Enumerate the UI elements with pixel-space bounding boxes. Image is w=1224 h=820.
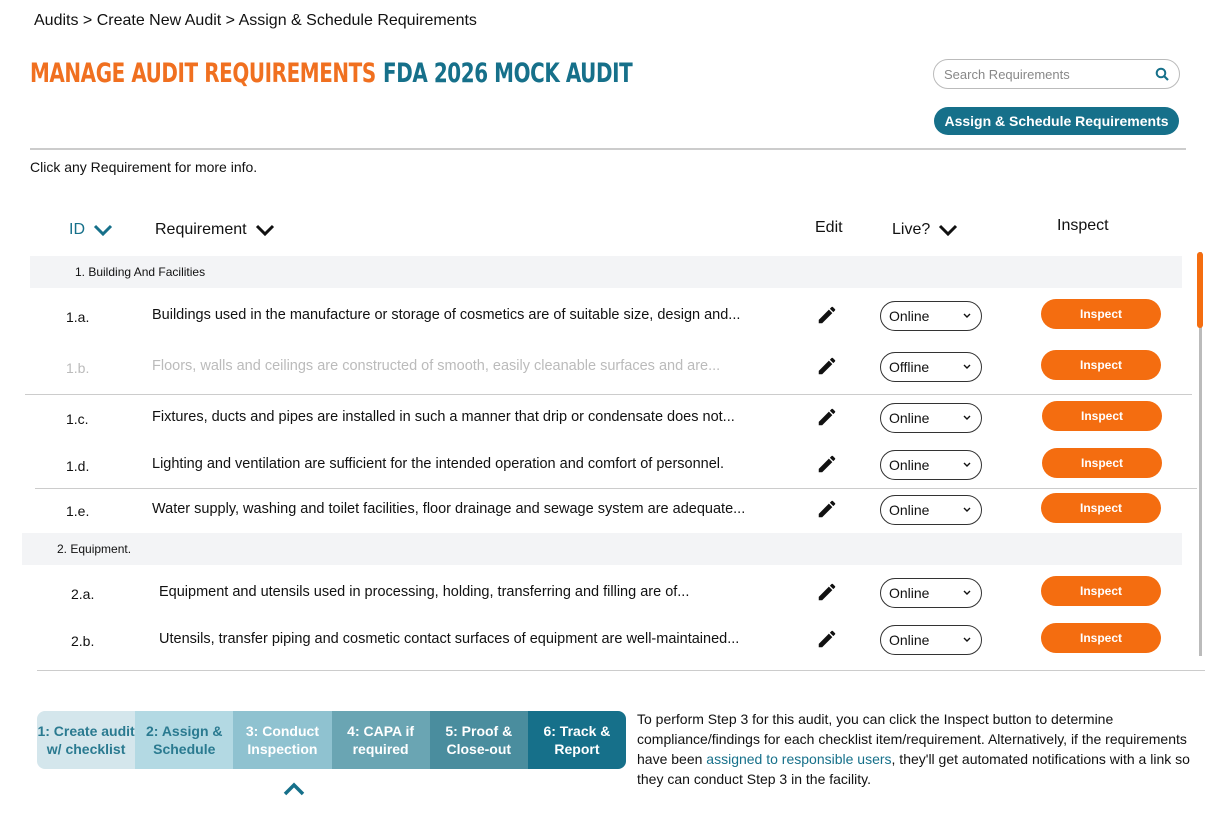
chevron-down-icon bbox=[963, 507, 971, 513]
edit-pencil-icon[interactable] bbox=[816, 304, 838, 326]
requirement-text[interactable]: Utensils, transfer piping and cosmetic contact surfaces of equipment are well-maintained... bbox=[159, 631, 740, 647]
live-status-value: Online bbox=[889, 410, 930, 426]
requirement-id: 1.a. bbox=[66, 309, 90, 325]
live-status-value: Offline bbox=[889, 359, 930, 375]
step-line: Report bbox=[554, 741, 600, 757]
workflow-step-4[interactable] bbox=[332, 711, 430, 769]
sort-live[interactable] bbox=[892, 221, 958, 239]
chevron-down-icon bbox=[963, 462, 971, 468]
live-status-select[interactable] bbox=[880, 301, 982, 331]
column-inspect: Inspect bbox=[1057, 217, 1109, 234]
requirement-id: 2.a. bbox=[71, 586, 95, 602]
workflow-step-5[interactable] bbox=[430, 711, 528, 769]
chevron-down-icon bbox=[963, 415, 971, 421]
column-id: ID bbox=[69, 221, 85, 238]
audit-name: FDA 2026 MOCK AUDIT bbox=[383, 58, 633, 89]
edit-pencil-icon[interactable] bbox=[816, 355, 838, 377]
edit-pencil-icon[interactable] bbox=[816, 628, 838, 650]
live-status-select[interactable] bbox=[880, 450, 982, 480]
workflow-step-6[interactable] bbox=[528, 711, 626, 769]
edit-pencil-icon[interactable] bbox=[816, 581, 838, 603]
chevron-down-icon bbox=[963, 637, 971, 643]
assign-schedule-button[interactable]: Assign & Schedule Requirements bbox=[934, 107, 1179, 135]
requirement-text[interactable]: Equipment and utensils used in processing, holding, transferring and filling are of... bbox=[159, 584, 690, 600]
chevron-down-icon bbox=[963, 313, 971, 319]
requirement-id: 1.e. bbox=[66, 503, 90, 519]
divider bbox=[25, 394, 1192, 395]
requirement-text[interactable]: Lighting and ventilation are sufficient for the intended operation and comfort of personnel. bbox=[152, 456, 725, 472]
breadcrumb: Audits > Create New Audit > Assign & Schedule Requirements bbox=[34, 12, 477, 29]
step-line: Close-out bbox=[446, 741, 512, 757]
live-status-value: Online bbox=[889, 585, 930, 601]
live-status-select[interactable] bbox=[880, 403, 982, 433]
requirement-id: 2.b. bbox=[71, 633, 95, 649]
search-icon[interactable] bbox=[1155, 67, 1169, 81]
inspect-button[interactable]: Inspect bbox=[1042, 401, 1162, 431]
step-label bbox=[37, 722, 134, 758]
live-status-select[interactable] bbox=[880, 625, 982, 655]
hint-text: Click any Requirement for more info. bbox=[30, 159, 258, 175]
edit-pencil-icon[interactable] bbox=[816, 406, 838, 428]
column-live: Live? bbox=[892, 221, 931, 238]
inspect-button[interactable]: Inspect bbox=[1041, 350, 1161, 380]
requirement-text[interactable]: Fixtures, ducts and pipes are installed in such a manner that drip or condensate does not... bbox=[152, 409, 735, 425]
step-line: 3: Conduct bbox=[245, 723, 319, 739]
chevron-down-icon bbox=[963, 364, 971, 370]
inspect-button[interactable]: Inspect bbox=[1041, 623, 1161, 653]
workflow-steps bbox=[37, 711, 626, 769]
description-text: , they'll get automated notifications with a link so they can conduct Step 3 in the facility. bbox=[637, 751, 1190, 787]
edit-pencil-icon[interactable] bbox=[816, 498, 838, 520]
edit-pencil-icon[interactable] bbox=[816, 453, 838, 475]
inspect-button[interactable]: Inspect bbox=[1042, 448, 1162, 478]
search-input[interactable] bbox=[933, 59, 1180, 89]
requirement-text[interactable]: Floors, walls and ceilings are constructed of smooth, easily cleanable surfaces and are... bbox=[152, 358, 721, 374]
section-title: 1. Building And Facilities bbox=[75, 265, 206, 279]
column-edit: Edit bbox=[815, 219, 843, 236]
divider bbox=[37, 670, 1205, 671]
sort-requirement[interactable] bbox=[155, 221, 275, 239]
divider bbox=[35, 488, 1197, 489]
column-requirement: Requirement bbox=[155, 221, 247, 238]
step-line: 6: Track & bbox=[543, 723, 611, 739]
requirement-id: 1.d. bbox=[66, 458, 90, 474]
step-line: 1: Create audit bbox=[37, 723, 135, 739]
step-line: Schedule bbox=[153, 741, 216, 757]
live-status-value: Online bbox=[889, 308, 930, 324]
chevron-down-icon bbox=[963, 590, 971, 596]
page-title: MANAGE AUDIT REQUIREMENTS bbox=[30, 58, 376, 89]
chevron-down-icon bbox=[938, 224, 958, 236]
live-status-value: Online bbox=[889, 502, 930, 518]
description-text: To perform Step 3 for this audit, you can click the Inspect button to determine compliance/findings for each checklist item/requirement. Alternatively, if the requirements have been bbox=[637, 711, 1187, 767]
section-title: 2. Equipment. bbox=[57, 542, 132, 556]
requirement-id: 1.b. bbox=[66, 360, 90, 376]
search-placeholder: Search Requirements bbox=[944, 66, 1070, 82]
inspect-button[interactable]: Inspect bbox=[1041, 493, 1161, 523]
step-line: required bbox=[352, 741, 409, 757]
requirement-id: 1.c. bbox=[66, 411, 89, 427]
step-description bbox=[637, 709, 1197, 789]
step-line: 2: Assign & bbox=[146, 723, 223, 739]
requirement-text[interactable]: Buildings used in the manufacture or storage of cosmetics are of suitable size, design and... bbox=[152, 307, 741, 323]
step-label bbox=[347, 722, 414, 758]
step-line: w/ checklist bbox=[46, 741, 126, 757]
step-line: Inspection bbox=[247, 741, 318, 757]
workflow-step-2[interactable] bbox=[135, 711, 233, 769]
chevron-up-icon bbox=[283, 782, 305, 796]
sort-id[interactable] bbox=[69, 221, 113, 239]
live-status-select[interactable] bbox=[880, 495, 982, 525]
scrollbar-thumb[interactable] bbox=[1197, 252, 1203, 328]
step-line: 4: CAPA if bbox=[347, 723, 415, 739]
step-label bbox=[445, 722, 512, 758]
assigned-users-link[interactable]: assigned to responsible users bbox=[706, 751, 892, 767]
step-label bbox=[146, 722, 223, 758]
requirement-text[interactable]: Water supply, washing and toilet facilities, floor drainage and sewage system are adequate... bbox=[152, 501, 746, 517]
inspect-button[interactable]: Inspect bbox=[1041, 299, 1161, 329]
live-status-value: Online bbox=[889, 632, 930, 648]
workflow-step-3[interactable] bbox=[233, 711, 331, 769]
inspect-button[interactable]: Inspect bbox=[1041, 576, 1161, 606]
divider bbox=[30, 148, 1186, 150]
chevron-down-icon bbox=[255, 224, 275, 236]
step-label bbox=[246, 722, 319, 758]
step-label bbox=[543, 722, 610, 758]
section-header bbox=[30, 256, 1182, 288]
live-status-value: Online bbox=[889, 457, 930, 473]
live-status-select[interactable] bbox=[880, 578, 982, 608]
live-status-select[interactable] bbox=[880, 352, 982, 382]
step-line: 5: Proof & bbox=[445, 723, 513, 739]
chevron-down-icon bbox=[93, 224, 113, 236]
section-header bbox=[22, 533, 1182, 565]
workflow-step-1[interactable] bbox=[37, 711, 135, 769]
